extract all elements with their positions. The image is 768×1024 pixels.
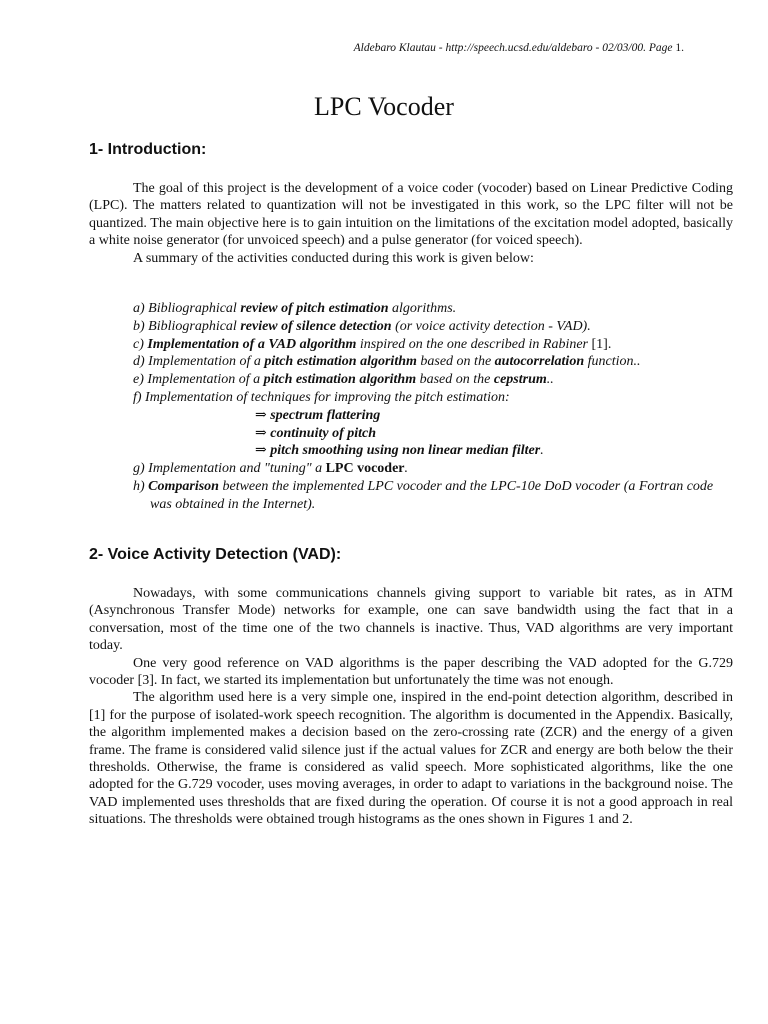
section-1-heading: 1- Introduction: (89, 141, 207, 158)
implies-arrow-icon: ⇒ (255, 425, 267, 441)
vad-paragraph-1: Nowadays, with some communications channels giving support to variable bit rates, as in ATM (Asynchronous Transfer Mode) networks for example, one can save bandwidth using the fact that in a conversation, most of the time one of the two channels is inactive. Thus, VAD algorithms are very important today. (89, 586, 733, 654)
intro-paragraph-2: A summary of the activities conducted during this work is given below: (133, 250, 534, 266)
implies-arrow-icon: ⇒ (255, 407, 267, 423)
section-2-body (89, 585, 733, 829)
list-item-c: c) Implementation of a VAD algorithm inspired on the one described in Rabiner [1]. (133, 336, 612, 352)
list-item-f: f) Implementation of techniques for improving the pitch estimation: (133, 389, 510, 405)
activities-list (133, 300, 733, 514)
page-number: 1. (675, 42, 684, 54)
section-2-heading: 2- Voice Activity Detection (VAD): (89, 546, 342, 563)
list-subitem-continuity-of-pitch: ⇒ continuity of pitch (255, 425, 377, 441)
list-subitem-spectrum-flattering: ⇒ spectrum flattering (255, 407, 381, 423)
running-head-text: Aldebaro Klautau - http://speech.ucsd.edu/aldebaro - 02/03/00. Page (353, 42, 673, 54)
section-1-body (89, 180, 733, 267)
list-item-a: a) Bibliographical review of pitch estimation algorithms. (133, 301, 457, 316)
list-item-b: b) Bibliographical review of silence detection (or voice activity detection - VAD). (133, 318, 591, 334)
running-head (354, 42, 684, 54)
implies-arrow-icon: ⇒ (255, 443, 267, 459)
list-item-d: d) Implementation of a pitch estimation algorithm based on the autocorrelation function.. (133, 354, 641, 370)
list-subitem-pitch-smoothing: ⇒ pitch smoothing using non linear median filter. (255, 443, 544, 459)
list-item-g: g) Implementation and "tuning" a LPC vocoder. (133, 461, 409, 477)
vad-paragraph-2: One very good reference on VAD algorithms is the paper describing the VAD adopted for the G.729 vocoder [3]. In fact, we started its implementation but unfortunately the time was not enough. (89, 655, 733, 689)
list-item-h: h) Comparison between the implemented LPC vocoder and the LPC-10e DoD vocoder (a Fortran code was obtained in the Internet). (133, 478, 714, 512)
intro-paragraph-1: The goal of this project is the development of a voice coder (vocoder) based on Linear Predictive Coding (LPC). The matters related to quantization will not be investigated in this work, so the LPC filter will not be quantized. The main objective here is to gain intuition on the limitations of the excitation model adopted, basically a white noise generator (for unvoiced speech) and a pulse generator (for voiced speech). (89, 181, 733, 249)
vad-paragraph-3: The algorithm used here is a very simple one, inspired in the end-point detection algorithm, described in [1] for the purpose of isolated-work speech recognition. The algorithm is documented in the Appendix. Basically, the algorithm implemented makes a decision based on the zero-crossing rate (ZCR) and the energy of a given frame. The frame is considered valid silence just if the actual values for ZCR and energy are both below the their thresholds. Otherwise, the frame is considered as valid speech. More sophisticated algorithms, like the one adopted for the G.729 vocoder, uses moving averages, in order to adapt to variations in the background noise. The VAD implemented uses thresholds that are fixed during the operation. Of course it is not a good approach in real situations. The thresholds were obtained trough histograms as the ones shown in Figures 1 and 2. (89, 690, 733, 828)
list-item-e: e) Implementation of a pitch estimation algorithm based on the cepstrum.. (133, 372, 554, 388)
document-title: LPC Vocoder (314, 92, 454, 121)
